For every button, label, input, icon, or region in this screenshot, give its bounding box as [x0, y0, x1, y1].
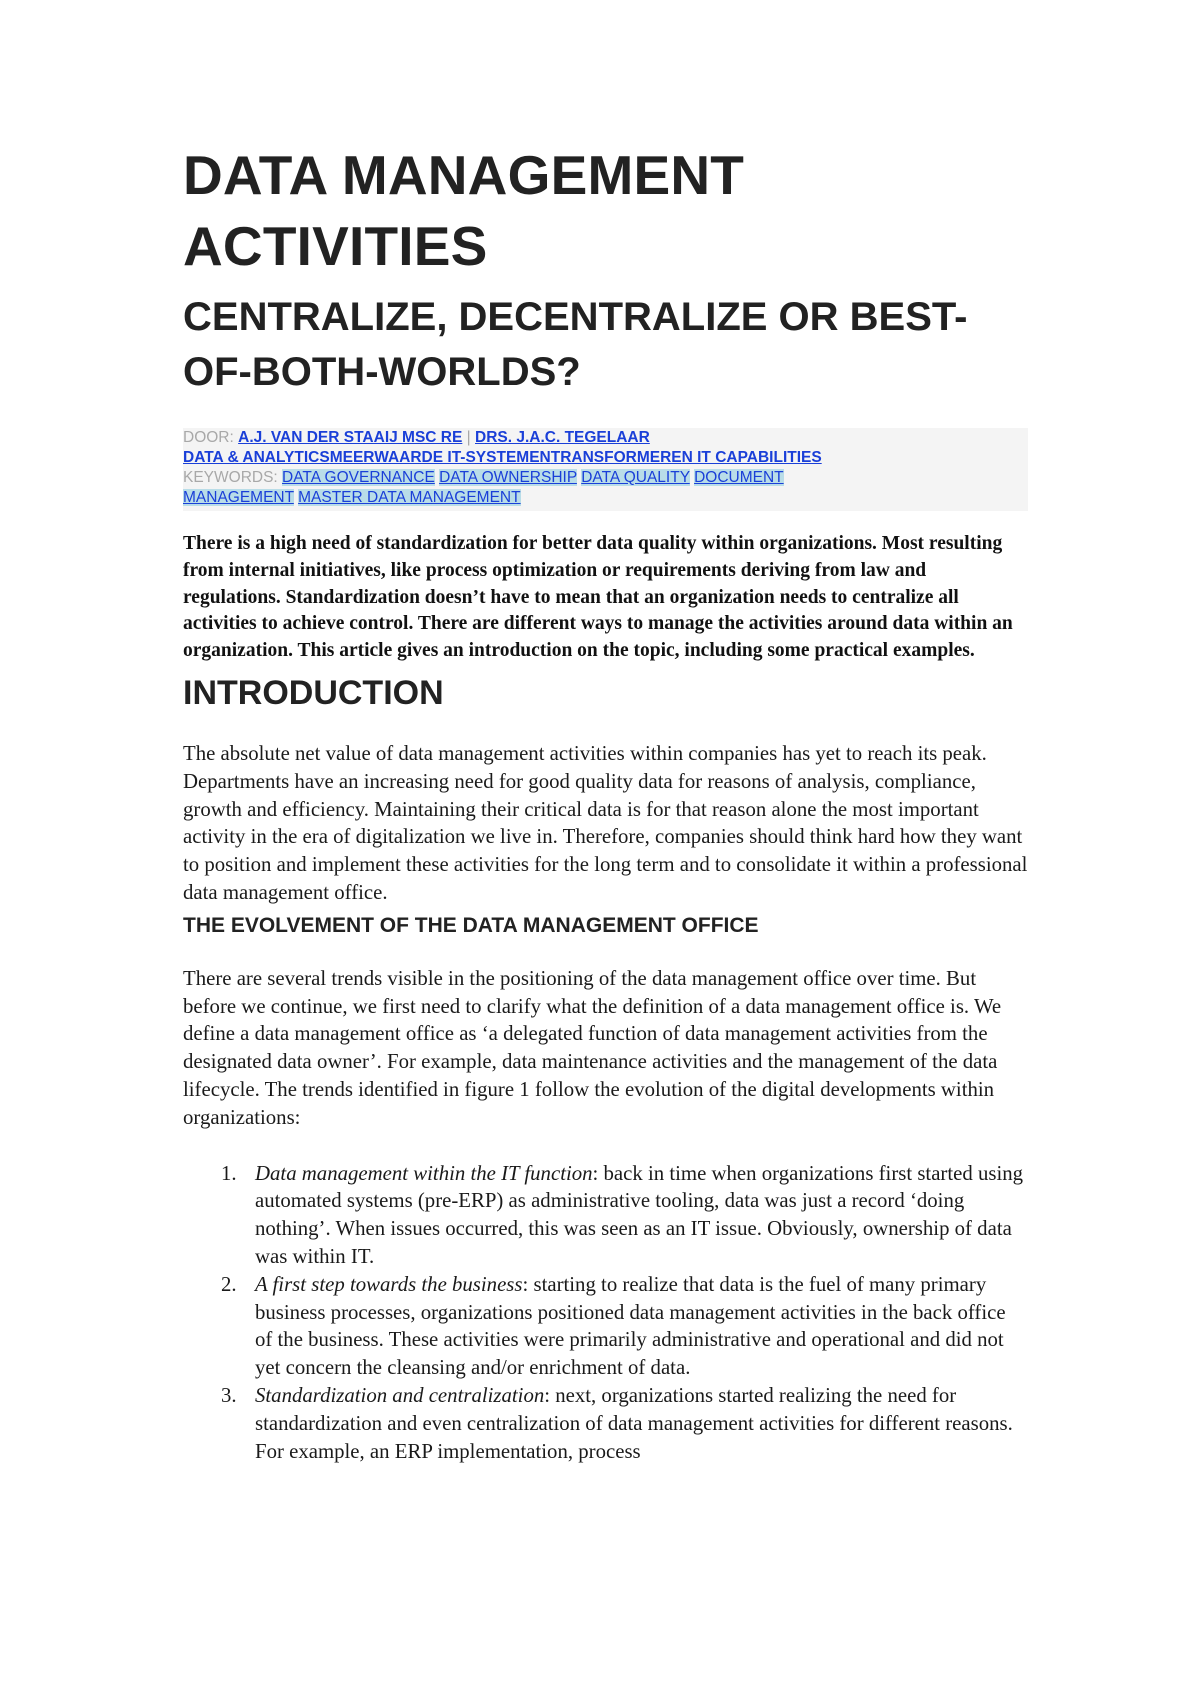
keyword-master-data-management[interactable]: MASTER DATA MANAGEMENT [298, 489, 521, 506]
keyword-data-quality[interactable]: DATA QUALITY [581, 469, 690, 486]
lead-paragraph: There is a high need of standardization for better data quality within organizations. Most resulting from internal initiatives, like process optimization or requirements deriving from law and regulations. Standardization doesn’t have to mean that an organization needs to centralize all activities to achieve control. There are different ways to manage the activities around data within an organization. This article gives an introduction on the topic, including some practical examples. [183, 533, 1013, 662]
list-number: 2. [221, 1272, 237, 1296]
article-title: DATA MANAGEMENT ACTIVITIES [183, 144, 745, 277]
keywords-line-2 [183, 488, 1028, 508]
category-line [183, 448, 1028, 468]
list-item [183, 1271, 1028, 1382]
author-link-2[interactable]: DRS. J.A.C. TEGELAAR [475, 429, 650, 446]
list-item-title: Data management within the IT function [255, 1161, 593, 1185]
category-link-meerwaarde[interactable]: MEERWAARDE IT-SYSTEMEN [329, 449, 551, 466]
list-item [183, 1160, 1028, 1271]
keyword-data-ownership[interactable]: DATA OWNERSHIP [439, 469, 577, 486]
list-item-text: : starting to realize that data is the fuel of many primary business processes, organizations positioned data management activities in the back office of the business. These activities were primarily administrative and operational and did not yet concern the cleansing and/or enrichment of data. [255, 1272, 1006, 1380]
list-item [183, 1382, 1028, 1465]
list-item-text: : back in time when organizations first started using automated systems (pre-ERP) as administrative tooling, data was just a record ‘doing nothing’. When issues occurred, this was seen as an IT issue. Obviously, ownership of data was within IT. [255, 1161, 1024, 1268]
author-separator: | [466, 429, 471, 446]
author-link-1[interactable]: A.J. VAN DER STAAIJ MSC RE [238, 429, 463, 446]
list-item-text: : next, organizations started realizing the need for standardization and even centralization of data management activities for different reasons. For example, an ERP implementation, process [255, 1383, 1013, 1463]
introduction-paragraph: The absolute net value of data management activities within companies has yet to reach its peak. Departments have an increasing need for good quality data for reasons of analysis, compliance, growth and efficiency. Maintaining their critical data is for that reason alone the most important activity in the era of digitalization we live in. Therefore, companies should think hard how they want to position and implement these activities for the long term and to consolidate it within a professional data management office. [183, 741, 1028, 904]
list-item-title: A first step towards the business [255, 1272, 523, 1296]
keyword-document-management[interactable]: DOCUMENT [694, 469, 784, 486]
document-page [183, 140, 1028, 1465]
article-subtitle: CENTRALIZE, DECENTRALIZE OR BEST-OF-BOTH-WORLDS? [183, 295, 968, 394]
category-link-transformeren[interactable]: TRANSFORMEREN IT CAPABILITIES [550, 449, 822, 466]
keywords-line [183, 468, 1028, 488]
list-number: 3. [221, 1383, 237, 1407]
keyword-data-governance[interactable]: DATA GOVERNANCE [282, 469, 435, 486]
door-label: DOOR: [183, 429, 234, 446]
trend-list [183, 1160, 1028, 1466]
author-line [183, 428, 1028, 448]
list-number: 1. [221, 1161, 237, 1185]
article-meta [183, 428, 1028, 511]
evolvement-heading: THE EVOLVEMENT OF THE DATA MANAGEMENT OFFICE [183, 913, 759, 937]
introduction-heading: INTRODUCTION [183, 673, 444, 712]
evolvement-paragraph: There are several trends visible in the positioning of the data management office over time. But before we continue, we first need to clarify what the definition of a data management office is. We define a data management office as ‘a delegated function of data management activities from the designated data owner’. For example, data maintenance activities and the management of the data lifecycle. The trends identified in figure 1 follow the evolution of the digital developments within organizations: [183, 966, 1002, 1129]
keywords-label: KEYWORDS: [183, 469, 278, 486]
list-item-title: Standardization and centralization [255, 1383, 545, 1407]
keyword-document-management-cont[interactable]: MANAGEMENT [183, 489, 294, 506]
category-link-data-analytics[interactable]: DATA & ANALYTICS [183, 449, 330, 466]
